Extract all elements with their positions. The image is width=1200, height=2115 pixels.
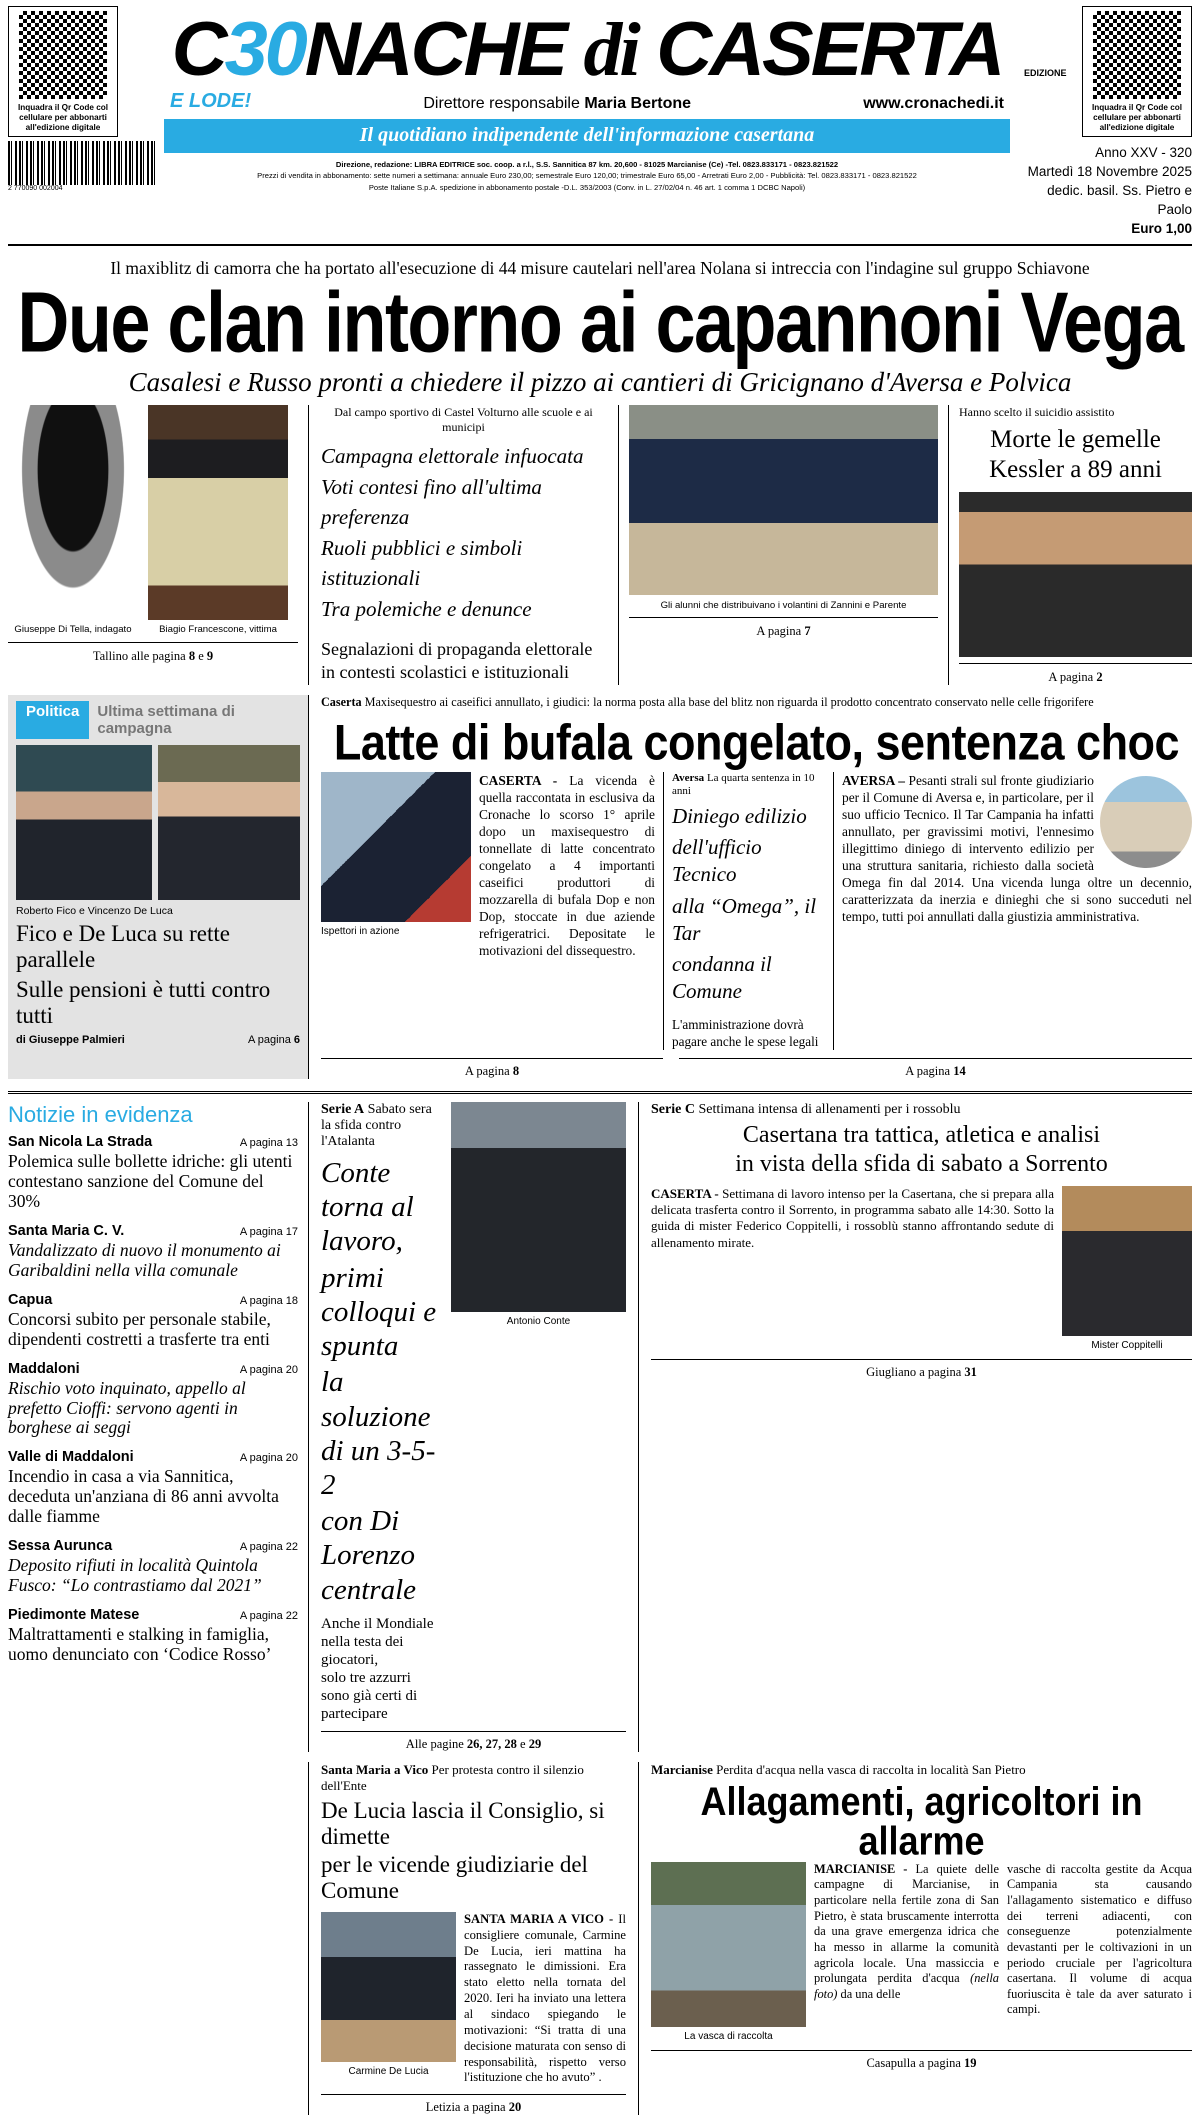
evidenza-town: Piedimonte Matese [8,1607,140,1624]
pageref-kessler[interactable] [959,663,1192,685]
pageref-tallino-text: Tallino alle pagina [92,649,189,664]
serie-c-body [651,1186,1192,1351]
list-item[interactable] [8,1449,298,1527]
de-lucia-body [321,1912,626,2086]
serie-a-kicker-label: Serie A [321,1102,365,1118]
top-strip [8,405,1192,685]
de-lucia-pageref-num: 20 [508,2100,522,2115]
evidenza-page: A pagina 22 [239,1541,298,1554]
serie-c-head-2[interactable]: in vista della sfida di sabato a Sorrento [735,1150,1108,1177]
legal-line-3: Poste Italiane S.p.A. spedizione in abbonamento postale -D.L. 353/2003 (Conv. in L. 27/02/04 n. 46 art. 1 comma 1 DCBC Napoli) [368,182,806,192]
evidenza-page: A pagina 20 [239,1452,298,1465]
aversa-pageref[interactable] [679,1058,1192,1079]
photo-students [629,405,938,595]
pageref-tallino-mid: e [195,649,207,664]
masthead [8,6,1192,238]
evidenza-head [8,1607,298,1623]
latte-columns [321,772,1192,1050]
lead-headline[interactable]: Due clan intorno ai capannoni Vega [17,276,1183,371]
serie-a-pageref-mid: e [516,1736,529,1751]
top-strip-col-kessler [948,405,1192,685]
serie-c-kicker-label: Serie C [651,1102,695,1118]
allagamenti-col-2: vasche di raccolta gestite da Acqua Campania sta causando l'allagamento sistematico e diffuso dei terreni adiacenti, con conseguenze potenzialmente devastanti per le coltivazioni in un periodo cruciale per l'agricoltura casertana. Il volume di acqua fuoriuscita è tale da aver saturato i campi. [1007,1861,1192,2017]
logo-c: C [171,7,225,92]
de-lucia-pageref-text: Letizia a pagina [425,2100,509,2115]
slogan-banner: Il quotidiano indipendente dell'informazione casertana [164,119,1010,153]
photo-fico [16,745,152,900]
latte-kicker-city: Caserta [321,695,362,710]
evidenza-town: San Nicola La Strada [8,1134,153,1151]
allagamenti-article [638,1762,1192,2115]
caption-antonio-conte: Antonio Conte [506,1316,571,1328]
issue-info [1016,143,1192,239]
pageref-students-num: 7 [804,624,811,639]
serie-a-deck-2: solo tre azzurri sono già certi di partecipare [321,1669,418,1722]
allagamenti-pageref-num: 19 [964,2055,977,2070]
allagamenti-photo-ref: (nella foto) [814,1971,999,2001]
serie-c-pageref[interactable] [651,1359,1192,1380]
campaign-line-4: Tra polemiche e denunce [321,596,532,621]
evidenza-head [8,1449,298,1465]
barcode-number: 2 770090 002004 [8,184,63,192]
edizione-label: EDIZIONE [1024,68,1067,78]
de-lucia-kicker-text: Per protesta contro il silenzio dell'Ente [321,1761,584,1793]
aversa-article [663,772,833,1050]
qr-code-box-right[interactable] [1082,6,1192,137]
photo-coppitelli [1062,1186,1192,1336]
aversa-head-1[interactable]: Diniego edilizio [672,803,807,828]
photo-antonio-conte [451,1102,626,1312]
latte-article [308,695,1192,1079]
aversa-head-4[interactable]: condanna il Comune [672,952,772,1004]
evidenza-box [8,1102,308,1752]
serie-a-kicker-text: Sabato sera la sfida contro l'Atalanta [321,1102,432,1150]
serie-c-photo-col [1062,1186,1192,1351]
latte-pageref[interactable] [321,1058,663,1079]
serie-c-body-text: Settimana di lavoro intenso per la Casertana, che si prepara alla delicata trasferta contro il Sorrento, in programma sabato alle 14:30. Sotto la guida di mister Federico Coppitelli, i rossoblù stanno affrontando sedute di allenamento mirate. [651,1185,1054,1250]
serie-c-kicker-text: Settimana intensa di allenamenti per i rossoblu [694,1102,961,1118]
pageref-students-text: A pagina [756,624,805,639]
evidenza-town: Sessa Aurunca [8,1538,113,1555]
aversa-pageref-text: A pagina [905,1064,954,1079]
de-lucia-kicker [321,1762,626,1794]
latte-dateline: CASERTA - [479,773,570,789]
de-lucia-head-2[interactable]: per le vicende giudiziarie del Comune [321,1851,588,1903]
evidenza-page: A pagina 17 [239,1225,298,1238]
qr-code-box-left[interactable] [8,6,118,137]
politics-tag: Politica [16,701,89,739]
issue-dedication: dedic. basil. Ss. Pietro e Paolo [1047,182,1192,217]
politics-pageref-num: 6 [293,1034,300,1047]
latte-pageref-text: A pagina [464,1064,513,1079]
top-strip-col-campaign [308,405,618,685]
evidenza-text: Deposito rifiuti in località Quintola Fusco: “Lo contrastiamo dal 2021” [8,1555,262,1596]
caption-students: Gli alunni che distribuivano i volantini di Zannini e Parente [660,600,907,612]
e-lode-tagline: E LODE! [170,90,252,112]
politics-tag-sub: Ultima settimana di campagna [97,703,235,738]
qr-caption-right: Inquadra il Qr Code col cellulare per abbonarti all'edizione digitale [1091,103,1183,132]
de-lucia-article [308,1762,638,2115]
allagamenti-kicker-text: Perdita d'acqua nella vasca di raccolta in località San Pietro [712,1761,1026,1777]
photo-carmine-de-lucia [321,1912,456,2062]
caption-francescone: Biagio Francescone, vittima [159,624,277,636]
campaign-tail-1: Segnalazioni di propaganda elettorale [321,639,593,660]
evidenza-text: Concorsi subito per personale stabile, dipendenti costretti a trasferte tra enti [8,1308,271,1349]
latte-headline[interactable]: Latte di bufala congelato, sentenza choc [333,713,1180,772]
campaign-line-2: Voti contesi fino all'ultima preferenza [321,474,542,530]
serie-a-deck-1: Anche il Mondiale nella testa dei giocatori, [321,1615,434,1668]
masthead-right [1016,6,1192,238]
serie-a-pageref-nums: 26, 27, 28 [466,1736,517,1751]
serie-c-head-1[interactable]: Casertana tra tattica, atletica e analisi [742,1122,1101,1149]
aversa-kicker-text: La quarta sentenza in 10 anni [672,772,815,798]
evidenza-head [8,1292,298,1308]
pageref-tallino-p2: 9 [206,649,214,664]
serie-c-pageref-text: Giugliano a pagina [866,1364,965,1379]
campaign-kicker: Dal campo sportivo di Castel Volturno alle scuole e ai municipi [334,405,593,435]
issue-date: Martedì 18 Novembre 2025 [1027,163,1192,179]
aversa-pageref-num: 14 [953,1064,966,1079]
director-label: Direttore responsabile [423,95,585,112]
latte-photo-col [321,772,471,1050]
list-item[interactable] [8,1134,298,1212]
photo-francescone [148,405,288,620]
aversa-kicker [672,772,825,798]
caption-di-tella: Giuseppe Di Tella, indagato [14,624,132,636]
serie-a-pageref-last: 29 [528,1736,542,1751]
qr-code-icon-right [1093,11,1181,99]
campaign-line-1: Campagna elettorale infuocata [321,444,584,469]
director-name: Maria Bertone [584,95,692,112]
politics-head-2[interactable]: Sulle pensioni è tutti contro tutti [16,976,271,1028]
evidenza-page: A pagina 18 [239,1294,298,1307]
aversa-kicker-city: Aversa [672,772,705,785]
de-lucia-head-1[interactable]: De Lucia lascia il Consiglio, si dimette [321,1797,605,1849]
pageref-kessler-text: A pagina [1048,670,1097,685]
logo-nache: NACHE [304,7,566,92]
aversa-body-text: Pesanti strali sul fronte giudiziario per il Comune di Aversa e, in particolare, per il suo ufficio Tecnico. Il Tar Campania ha infatti annullato, per gravissimi motivi, l'ennesimo illegittimo diniego di intervento edilizio per una struttura sanitaria, richiesto dalla società Omega fin dal 2014. Una vicenda lunga oltre un decennio, caratterizzata da inerzia e dinieghi che si sono succeduti nel tempo, tutti poi annullati dalla giustizia amministrativa. [842,773,1192,925]
serie-a-head-2[interactable]: primi colloqui e spunta [321,1261,437,1363]
politics-photos [16,745,300,900]
masthead-center [164,6,1067,193]
caption-carmine-de-lucia: Carmine De Lucia [348,2065,429,2077]
serie-a-kicker [321,1102,441,1150]
list-item[interactable] [8,1292,298,1350]
aversa-dateline: AVERSA – [842,773,909,789]
politics-footer [16,1034,300,1046]
allagamenti-col1-text: La quiete delle campagne di Marcianise, in particolare nella fertile zona di San Pietro, è stata bruscamente interrotta da una grave emergenza idrica che ha messo in allarme la comunità agricola locale. Una massiccia e prolungata perdita d'acqua [814,1861,999,1986]
serie-a-photo-col [451,1102,626,1723]
allagamenti-pageref[interactable] [651,2050,1192,2071]
de-lucia-dateline: SANTA MARIA A VICO - [464,1911,619,1926]
photo-di-tella [8,405,138,620]
aversa-deck-1: L'amministrazione dovrà [672,1016,804,1032]
serie-c-pageref-num: 31 [964,1364,977,1379]
photo-de-luca [158,745,300,900]
de-lucia-text [464,1912,626,2086]
latte-body-col [471,772,663,1050]
pageref-students[interactable] [629,617,938,639]
issue-year: Anno XXV - 320 [1095,144,1192,160]
photo-ispettori [321,772,471,922]
evidenza-title: Notizie in evidenza [8,1102,193,1128]
kessler-head-2: Kessler a 89 anni [989,456,1162,484]
evidenza-page: A pagina 20 [239,1363,298,1376]
evidenza-head [8,1134,298,1150]
photo-kessler-twins [959,492,1192,657]
latte-pageref-num: 8 [512,1064,520,1079]
kessler-head-1: Morte le gemelle [990,426,1161,454]
serie-a-head-3[interactable]: la soluzione di un 3-5-2 [321,1366,436,1501]
politics-byline: di Giuseppe Palmieri [16,1034,125,1047]
allagamenti-col-1 [814,1862,999,2042]
lead-subheadline: Casalesi e Russo pronti a chiedere il pizzo ai cantieri di Gricignano d'Aversa e Polvica [128,366,1072,397]
lead-kicker: Il maxiblitz di camorra che ha portato all'esecuzione di 44 misure cautelari nell'area Nolana si intreccia con l'indagine sul gruppo Schiavone [110,258,1090,279]
caption-vasca-raccolta: La vasca di raccolta [684,2030,773,2042]
website-link[interactable]: www.cronachedi.it [863,95,1004,112]
aversa-body-col [833,772,1192,1050]
serie-a-head-4[interactable]: con Di Lorenzo centrale [321,1505,417,1606]
logo-30: 30 [224,7,305,92]
de-lucia-body-text: Il consigliere comunale, Carmine De Lucia, ieri mattina ha rassegnato le dimissioni. Era stato eletto nella tornata del 2020. Ieri ha inviato una lettera al sindaco spiegando le motivazioni: “Si tratta di una decisione maturata con senso di responsabilità, rispetto verso l'istituzione che ho avuto” . [464,1911,626,2085]
politics-pageref-text: A pagina [248,1034,294,1047]
politics-pageref[interactable] [248,1034,300,1046]
list-item[interactable] [8,1223,298,1281]
allagamenti-kicker-town: Marcianise [651,1761,713,1777]
latte-body-text: La vicenda è quella raccontata in esclusiva da Cronache lo scorso 1° aprile dopo un maxisequestro di tonnellate di latte concentrato congelato a 4 importanti caseifici produttori di mozzarella di bufala Dop e non Dop, stoccate in due aziende refrigeratrici. Depositate le motivazioni del dissequestro. [479,773,655,959]
photo-vasca-raccolta [651,1862,806,2027]
photo-aversa-comune [1100,776,1192,868]
evidenza-text: Rischio voto inquinato, appello al prefetto Cioffi: servono agenti in borghese ai seggi [8,1377,246,1438]
kessler-kicker: Hanno scelto il suicidio assistito [959,405,1115,420]
pageref-tallino-p1: 8 [188,649,196,664]
serie-c-kicker [651,1102,1192,1118]
caption-coppitelli: Mister Coppitelli [1091,1339,1163,1351]
evidenza-head [8,1223,298,1239]
politics-box [8,695,308,1079]
evidenza-text: Maltrattamenti e stalking in famiglia, uomo denunciato con ‘Codice Rosso’ [8,1624,272,1665]
evidenza-head [8,1361,298,1377]
evidenza-town: Maddaloni [8,1360,80,1377]
politics-tag-row [16,701,300,739]
pageref-tallino[interactable] [8,642,298,664]
serie-a-article [308,1102,638,1752]
logo-caserta: CASERTA [656,7,1003,92]
latte-kicker-text: Maxisequestro ai caseifici annullato, i giudici: la norma posta alla base del blitz non riguarda il prodotto concentrato conservato nelle celle frigorifere [361,695,1094,710]
de-lucia-kicker-town: Santa Maria a Vico [321,1761,429,1777]
evidenza-text: Polemica sulle bollette idriche: gli utenti contestano sanzione del Comune del 30% [8,1151,293,1211]
politics-caption: Roberto Fico e Vincenzo De Luca [16,905,173,918]
de-lucia-pageref[interactable] [321,2094,626,2115]
top-strip-col-suspects [8,405,308,685]
legal-line-2: Prezzi di vendita in abbonamento: sette numeri a settimana: annuale Euro 230,00; semestrale Euro 120,00; trimestrale Euro 65,00 - Arretrati Euro 2,00 - Pubblicità: Tel. 0823.833171 - 0823.821522 [257,171,917,181]
aversa-head-2[interactable]: dell'ufficio Tecnico [672,834,762,887]
allagamenti-col1-tail: da una delle [837,1986,901,2001]
suspect-photos [8,405,298,636]
photo-francescone-wrap [148,405,288,636]
evidenza-page: A pagina 13 [239,1137,298,1150]
barcode-area [8,137,158,185]
barcode-icon [8,141,158,185]
evidenza-head [8,1538,298,1554]
politics-head-1[interactable]: Fico e De Luca su rette parallele [16,921,230,973]
allagamenti-kicker [651,1762,1192,1778]
de-lucia-photo-col [321,1912,456,2086]
evidenza-town: Santa Maria C. V. [8,1222,125,1239]
aversa-deck-2: pagare anche le spese legali [672,1033,819,1049]
band-politics-latte [8,695,1192,1079]
campaign-tail-2: in contesti scolastici e istituzionali [321,661,569,682]
allagamenti-body [651,1862,1192,2042]
allagamenti-dateline: MARCIANISE - [814,1861,916,1876]
list-item[interactable] [8,1361,298,1439]
logo-row [164,6,1067,98]
list-item[interactable] [8,1538,298,1596]
qr-caption-left: Inquadra il Qr Code col cellulare per abbonarti all'edizione digitale [17,103,109,132]
band-bottom [8,1762,1192,2115]
qr-code-icon-left [19,11,107,99]
masthead-divider [8,244,1192,246]
serie-a-pageref-text: Alle pagine [405,1736,467,1751]
serie-a-pageref[interactable] [321,1731,626,1752]
list-item[interactable] [8,1607,298,1665]
aversa-head-3[interactable]: alla “Omega”, il Tar [672,893,817,945]
evidenza-text: Vandalizzato di nuovo il monumento ai Garibaldini nella villa comunale [8,1239,281,1280]
allagamenti-headline[interactable]: Allagamenti, agricoltori in allarme [700,1778,1143,1864]
newspaper-logo [156,6,1019,94]
logo-di: di [583,8,638,92]
serie-c-article [638,1102,1192,1752]
latte-footer-refs [321,1058,1192,1079]
evidenza-text: Incendio in casa a via Sannitica, deceduta un'anziana di 86 anni avvolta dalle fiamme [8,1466,279,1527]
top-strip-col-students [618,405,948,685]
band-evidenza-sport [8,1091,1192,1752]
pageref-kessler-num: 2 [1096,670,1103,685]
allagamenti-pageref-text: Casapulla a pagina [866,2055,965,2070]
serie-c-text [651,1186,1054,1351]
evidenza-page: A pagina 22 [239,1610,298,1623]
serie-c-dateline: CASERTA - [651,1185,723,1201]
legal-line-1: Direzione, redazione: LIBRA EDITRICE soc. coop. a r.l., S.S. Sannitica 87 km. 20,600 - 81025 Marcianise (Ce) -Tel. 0823.833171 - 0823.821522 [335,160,839,169]
evidenza-town: Valle di Maddaloni [8,1449,134,1466]
latte-kicker [321,695,1192,711]
serie-a-head-1[interactable]: Conte torna al lavoro, [321,1157,414,1258]
campaign-line-3: Ruoli pubblici e simboli istituzionali [321,535,523,591]
issue-price: Euro 1,00 [1131,221,1192,237]
legal-info [164,159,1010,193]
allagamenti-photo-col [651,1862,806,2042]
caption-ispettori: Ispettori in azione [321,926,400,938]
photo-di-tella-wrap [8,405,138,636]
evidenza-town: Capua [8,1291,53,1308]
